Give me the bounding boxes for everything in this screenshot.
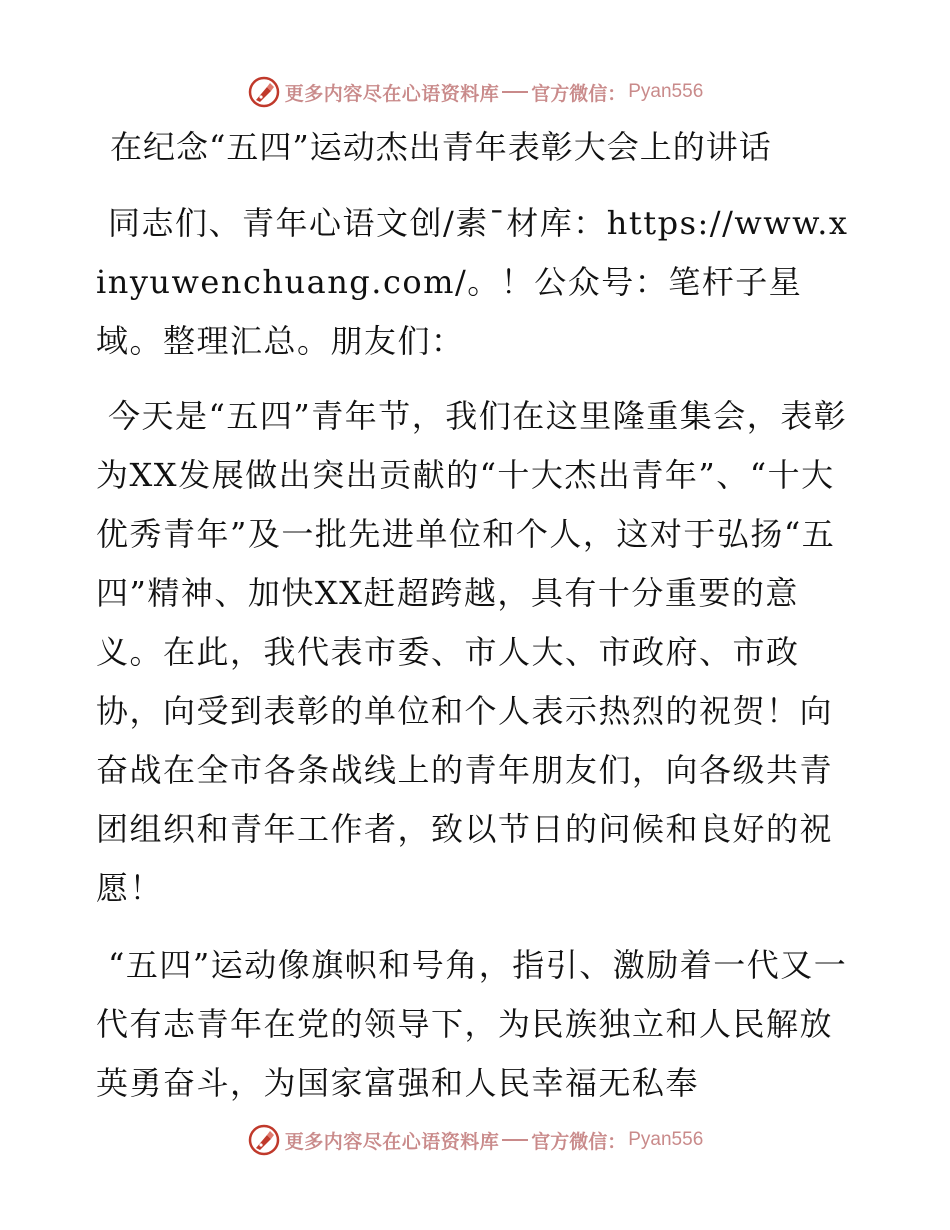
banner-wechat-label: 官方微信： [531, 1130, 627, 1153]
paragraph-3: “五四”运动像旗帜和号角，指引、激励着一代又一代有志青年在党的领导下，为民族独立和人民解放英勇奋斗，为国家富强和人民幸福无私奉 [96, 946, 848, 1102]
banner-wechat-id: Pyan556 [628, 1129, 704, 1150]
paragraph-1: 同志们、青年心语文创/素¯材库：https://www.xinyuwenchuang.com/。！公众号：笔杆子星域。整理汇总。朋友们： [96, 204, 849, 360]
banner-slogan: 更多内容尽在心语资料库 [284, 1130, 500, 1153]
banner-wechat-id: Pyan556 [628, 81, 704, 102]
header-banner [0, 72, 950, 112]
footer-banner [0, 1120, 950, 1160]
banner-wechat-label: 官方微信： [531, 82, 627, 105]
banner-slogan: 更多内容尽在心语资料库 [284, 82, 500, 105]
document-title: 在纪念“五四”运动杰出青年表彰大会上的讲话 [110, 128, 772, 166]
pen-nib-logo-icon [247, 75, 281, 109]
banner-dash [502, 1139, 528, 1141]
banner-dash [502, 91, 528, 93]
document-body [96, 120, 856, 1113]
pen-nib-logo-icon [247, 1123, 281, 1157]
paragraph-2: 今天是“五四”青年节，我们在这里隆重集会，表彰为XX发展做出突出贡献的“十大杰出青年”、“十大优秀青年”及一批先进单位和个人，这对于弘扬“五四”精神、加快XX赶超跨越，具有十分重要的意义。在此，我代表市委、市人大、市政府、市政协，向受到表彰的单位和个人表示热烈的祝贺！向奋战在全市各条战线上的青年朋友们，向各级共青团组织和青年工作者，致以节日的问候和良好的祝愿！ [96, 397, 848, 907]
